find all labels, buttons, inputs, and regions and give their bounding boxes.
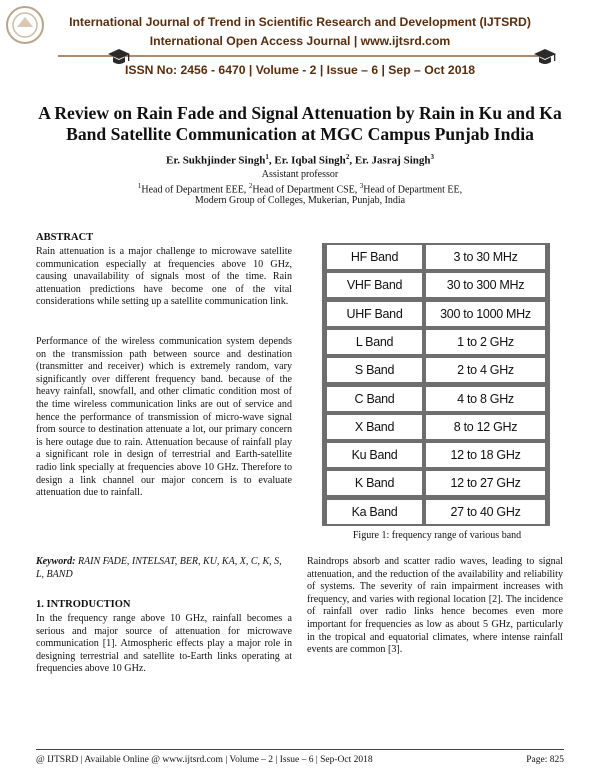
band-name: L Band	[327, 330, 422, 354]
band-range: 2 to 4 GHz	[426, 358, 545, 382]
band-name: S Band	[327, 358, 422, 382]
footer-rule	[36, 749, 564, 750]
band-range: 12 to 27 GHz	[426, 471, 545, 495]
band-name: UHF Band	[327, 302, 422, 326]
author-separator: ,	[349, 154, 355, 167]
paper-title	[20, 103, 580, 145]
separator: |	[353, 34, 361, 48]
affiliation: Head of Department CSE,	[252, 184, 360, 196]
author-role: Assistant professor	[261, 169, 339, 180]
author-name: Er. Sukhjinder Singh	[165, 154, 266, 167]
band-range: 1 to 2 GHz	[426, 330, 545, 354]
affiliation-marker: 2	[345, 153, 350, 161]
band-range: 30 to 300 MHz	[426, 273, 545, 297]
keywords-label: Keyword:	[36, 556, 76, 567]
keywords-text: RAIN FADE, INTELSAT, BER, KU, KA, X, C, K, S, L, BAND	[36, 556, 282, 580]
band-name: Ka Band	[327, 500, 422, 524]
band-name: Ku Band	[327, 443, 422, 467]
band-range: 4 to 8 GHz	[426, 387, 545, 411]
journal-header	[0, 0, 600, 86]
figure-caption: Figure 1: frequency range of various band	[352, 530, 522, 541]
graduation-cap-icon	[533, 47, 557, 67]
band-row	[322, 385, 550, 414]
band-row	[322, 271, 550, 300]
abstract-paragraph: Rain attenuation is a major challenge to microwave satellite communication especially at frequencies above 10 GHz, causing unavailability of signals most of the time. Rain attenuation predictions have become one of the vital considerations while setting up a satellite communication link.	[36, 246, 292, 308]
author-separator: ,	[268, 154, 275, 167]
footer-info: @ IJTSRD | Available Online @ www.ijtsrd.com | Volume – 2 | Issue – 6 | Sep-Oct 2018	[36, 755, 373, 765]
introduction-paragraph: Raindrops absorb and scatter radio waves, leading to signal attenuation, and the reduction of the availability and reliability of systems. The severity of rain impairment increases with frequency, and varies with regional location [2]. The incidence of rainfall over radio links hence becomes even more important for frequencies as low as about 5 GHz, particularly in the tropical and equatorial climates, where intense rainfall events are common [3].	[307, 556, 563, 656]
journal-website: www.ijtsrd.com	[360, 34, 451, 48]
band-name: X Band	[327, 415, 422, 439]
band-row	[322, 243, 550, 272]
band-row	[322, 441, 550, 470]
affiliation-marker: 3	[359, 182, 364, 190]
band-row	[322, 356, 550, 385]
introduction-heading: 1. INTRODUCTION	[36, 599, 131, 610]
band-range: 8 to 12 GHz	[426, 415, 545, 439]
journal-name: International Journal of Trend in Scientific Research and Development (IJTSRD)	[69, 15, 531, 29]
band-row	[322, 413, 550, 442]
band-name: K Band	[327, 471, 422, 495]
open-access-label: International Open Access Journal	[149, 34, 351, 48]
band-row	[322, 469, 550, 498]
affiliation-marker: 3	[430, 153, 435, 161]
affiliation-marker: 2	[248, 182, 253, 190]
institution: Modern Group of Colleges, Mukerian, Punjab, India	[194, 195, 406, 206]
band-row	[322, 300, 550, 329]
affiliation: Head of Department EE,	[363, 184, 463, 196]
introduction-paragraph: In the frequency range above 10 GHz, rainfall becomes a serious and major source of attenuation for microwave communication [1]. Atmospheric effects play a major role in designing terrestrial and satellite to-Earth links operating at frequencies above 10 GHz.	[36, 613, 292, 675]
band-name: C Band	[327, 387, 422, 411]
band-name: VHF Band	[327, 273, 422, 297]
paper-title-line1: A Review on Rain Fade and Signal Attenuation by Rain in Ku and Ka	[38, 103, 562, 123]
affiliation-marker: 1	[137, 182, 142, 190]
affiliation-marker: 1	[265, 153, 269, 161]
journal-access-line	[0, 34, 600, 48]
page-number: Page: 825	[526, 755, 564, 765]
affiliations	[0, 182, 600, 195]
abstract-paragraph: Performance of the wireless communication system depends on the transmission path between source and destination (transmitter and receiver) which is extremely random, vary significantly over different frequency band. because of the heavy rainfall, snowfall, and other climatic condition most of the time wireless communication links are out of service and hence the performance of transmission of micro-wave signal from source to destination attenuate a lot, our primary concern is here outage due to rain. Attenuation because of rainfall play a significant role in design of terrestrial and Earth-satellite radio link specially at frequencies above 10 GHz. Therefore to design a link channel our major concern is to evaluate attenuation due to rainfall.	[36, 336, 292, 499]
band-name: HF Band	[327, 245, 422, 269]
band-row	[322, 328, 550, 357]
keywords	[36, 556, 292, 581]
band-row	[322, 498, 550, 527]
author-list	[0, 153, 600, 167]
band-range: 300 to 1000 MHz	[426, 302, 545, 326]
paper-title-line2: Band Satellite Communication at MGC Campus Punjab India	[66, 124, 534, 144]
band-range: 3 to 30 MHz	[426, 245, 545, 269]
band-range: 27 to 40 GHz	[426, 500, 545, 524]
issn-volume-line: ISSN No: 2456 - 6470 | Volume - 2 | Issue – 6 | Sep – Oct 2018	[124, 63, 476, 77]
affiliation: Head of Department EEE,	[141, 184, 249, 196]
author-name: Er. Jasraj Singh	[354, 154, 431, 167]
band-range: 12 to 18 GHz	[426, 443, 545, 467]
abstract-heading: ABSTRACT	[36, 232, 94, 243]
frequency-band-figure	[322, 243, 550, 526]
author-name: Er. Iqbal Singh	[274, 154, 346, 167]
